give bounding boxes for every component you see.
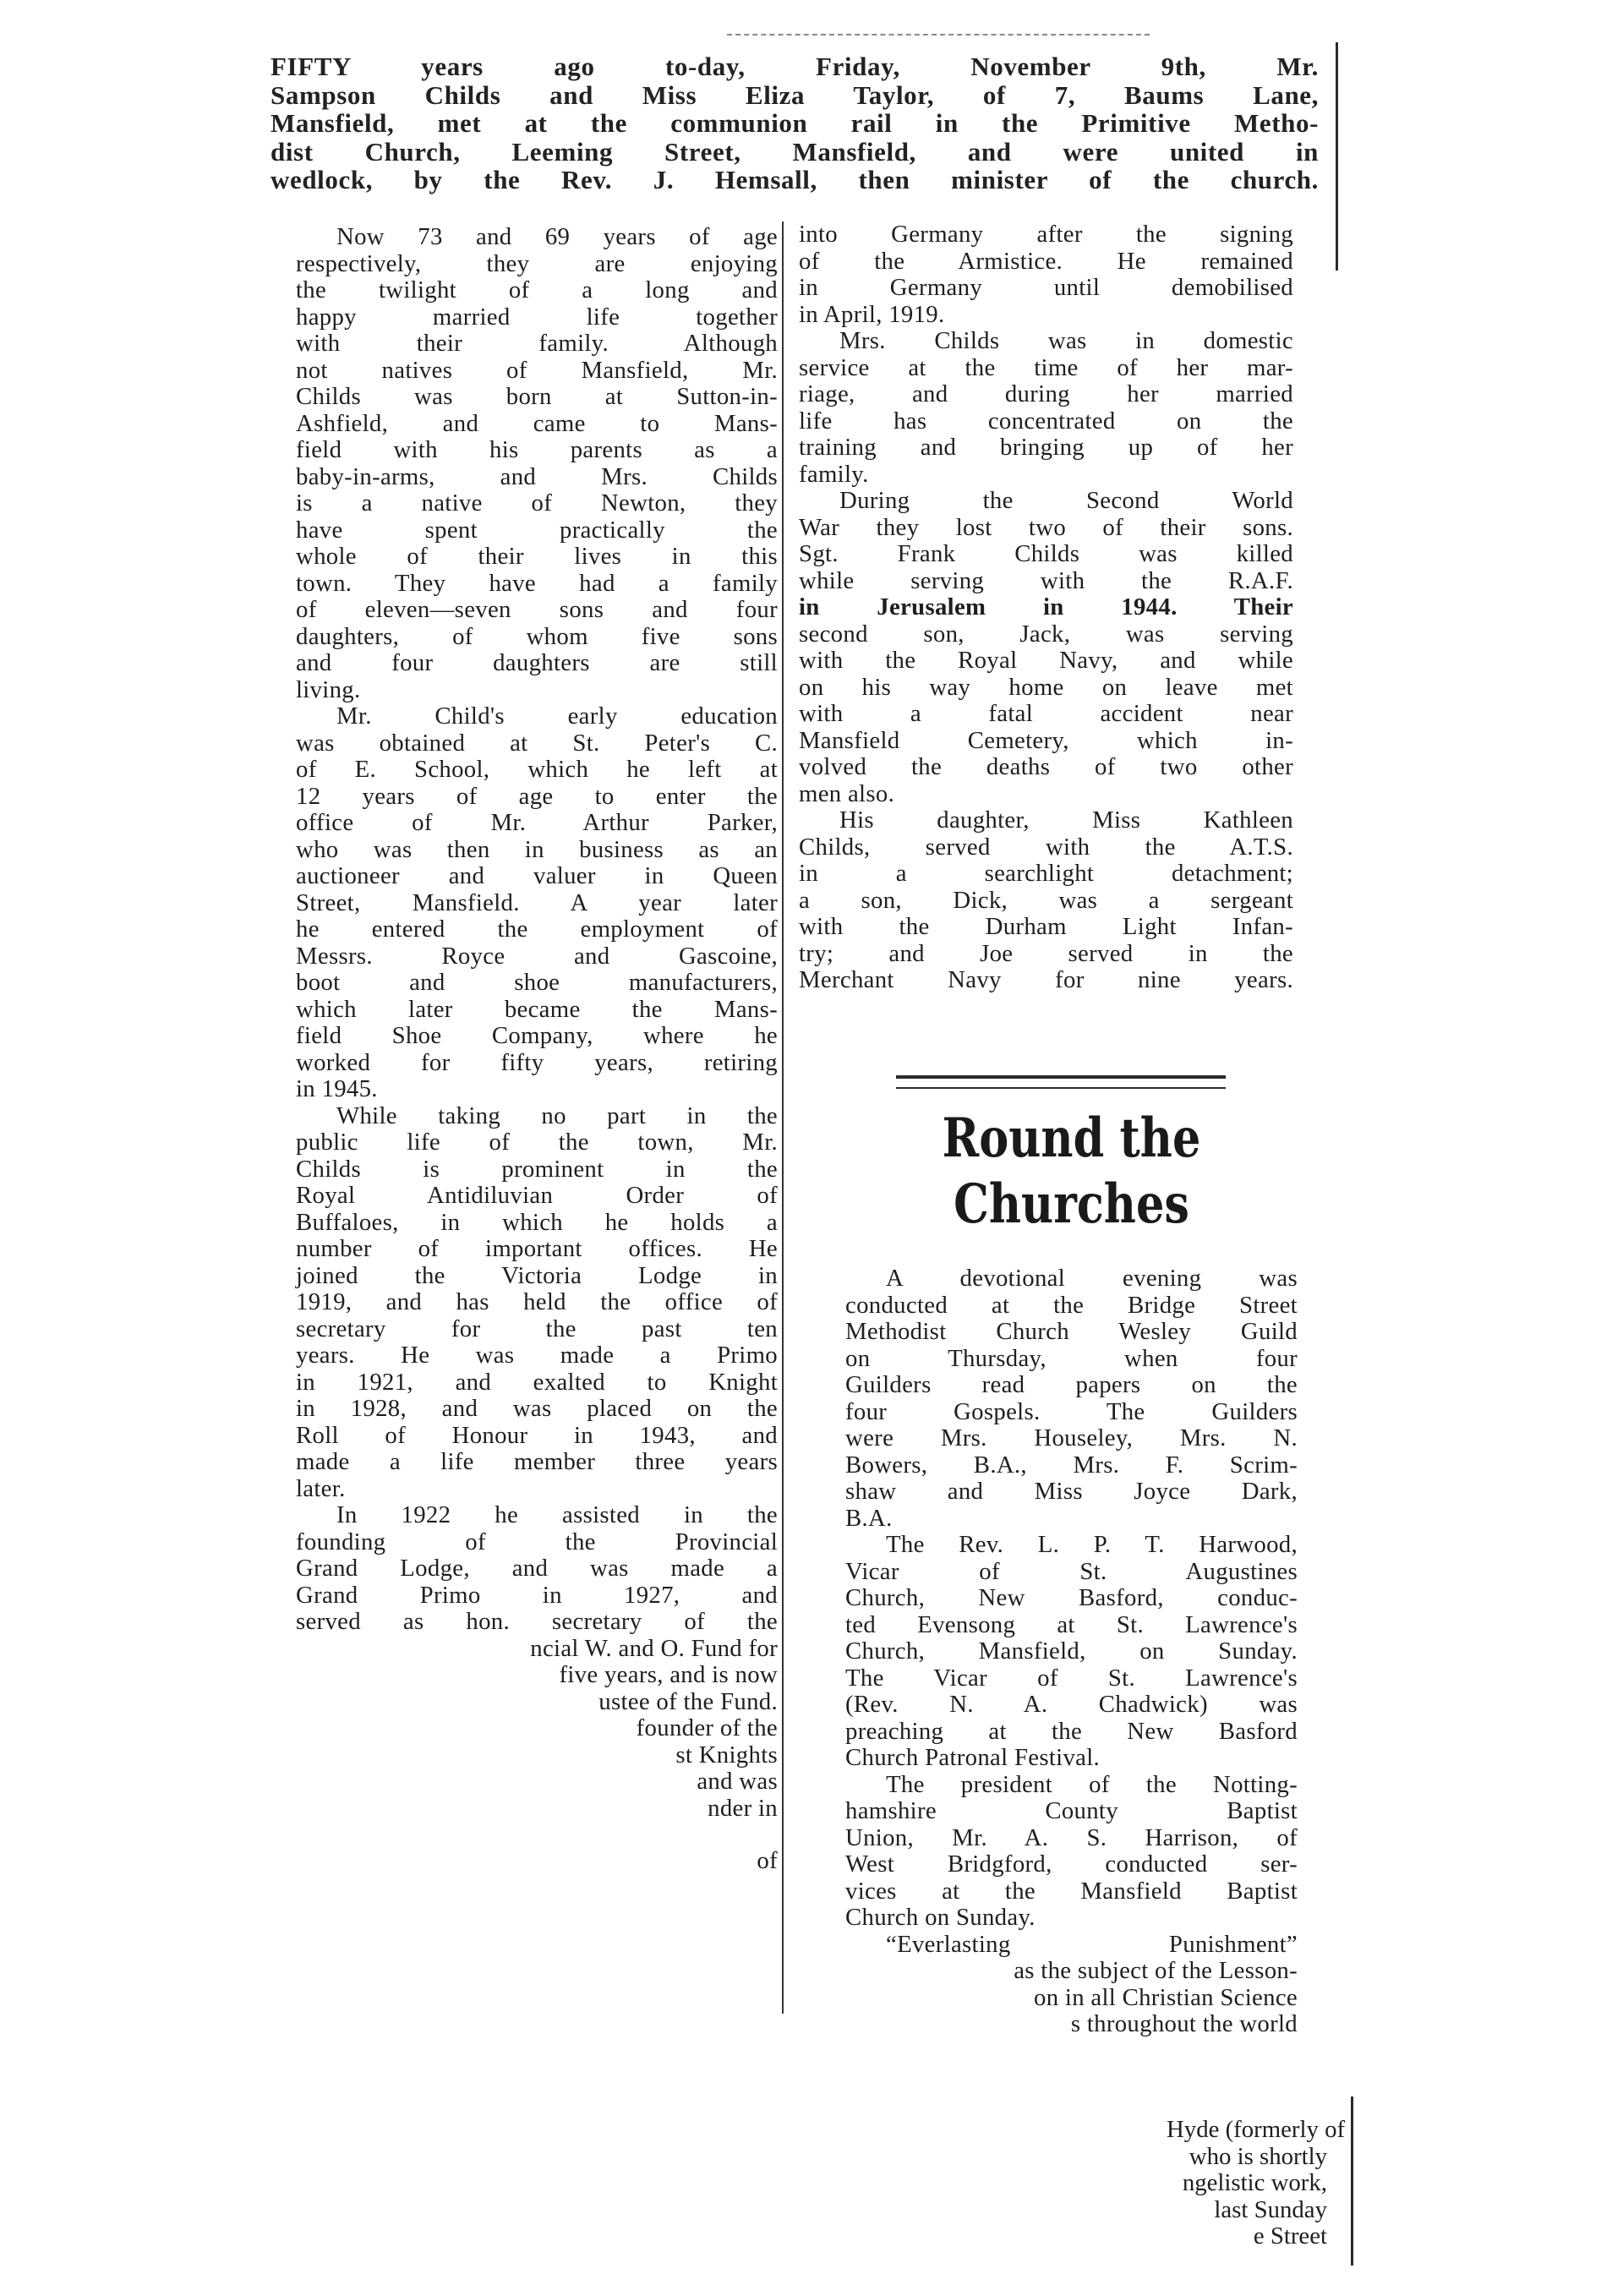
text-line: Mr. Child's early education <box>336 702 778 730</box>
text-line: founder of the <box>636 1714 778 1741</box>
text-line: Ashfield, and came to Mans- <box>296 409 778 437</box>
text-line: in 1921, and exalted to Knight <box>296 1368 778 1396</box>
text-line: Hyde (formerly of <box>1167 2116 1346 2143</box>
text-line: was obtained at St. Peter's C. <box>296 729 778 757</box>
text-line: Church Patronal Festival. <box>845 1744 1101 1771</box>
text-line: on his way home on leave met <box>799 673 1293 701</box>
text-line: family. <box>799 460 869 488</box>
text-line: into Germany after the signing <box>799 221 1293 248</box>
text-line: field with his parents as a <box>296 436 778 463</box>
text-line: Messrs. Royce and Gascoine, <box>296 942 778 970</box>
text-line: In 1922 he assisted in the <box>336 1501 778 1528</box>
text-line: on Thursday, when four <box>845 1344 1298 1372</box>
text-line: shaw and Miss Joyce Dark, <box>845 1478 1298 1505</box>
text-line: try; and Joe served in the <box>799 939 1293 967</box>
article-middle-column <box>799 221 1293 994</box>
text-line: of eleven—seven sons and four <box>296 596 778 623</box>
text-line: of E. School, which he left at <box>296 756 778 783</box>
text-line: town. They have had a family <box>296 569 778 597</box>
text-line: with a fatal accident near <box>799 700 1293 727</box>
text-line: field Shoe Company, where he <box>296 1022 778 1049</box>
text-line: in April, 1919. <box>799 300 945 328</box>
text-line: Childs was born at Sutton-in- <box>296 383 778 410</box>
text-line: West Bridgford, conducted ser- <box>845 1850 1298 1878</box>
text-line: service at the time of her mar- <box>799 353 1293 381</box>
text-line: Now 73 and 69 years of age <box>336 223 778 250</box>
text-line: B.A. <box>845 1504 893 1532</box>
text-line: while serving with the R.A.F. <box>799 566 1293 594</box>
column-rule-right-bottom <box>1351 2096 1353 2266</box>
text-line: served as hon. secretary of the <box>296 1608 778 1635</box>
text-line: Church, Mansfield, on Sunday. <box>845 1637 1298 1665</box>
text-line: Mrs. Childs was in domestic <box>839 327 1293 354</box>
text-line: Street, Mansfield. A year later <box>296 888 778 916</box>
text-line: later. <box>296 1474 346 1502</box>
headline-line: Churches <box>954 1173 1189 1236</box>
text-line: nder in <box>708 1794 778 1822</box>
churches-column <box>845 1266 1298 2038</box>
lead-line: FIFTY years ago to-day, Friday, November 9th, Mr. <box>270 52 1319 81</box>
text-line: conducted at the Bridge Street <box>845 1291 1298 1319</box>
text-line: Church on Sunday. <box>845 1904 1036 1931</box>
text-line: in Germany until demobilised <box>799 274 1293 301</box>
text-line: Bowers, B.A., Mrs. F. Scrim- <box>845 1451 1298 1479</box>
text-line: office of Mr. Arthur Parker, <box>296 809 778 836</box>
text-line: 12 years of age to enter the <box>296 782 778 810</box>
text-line: preaching at the New Basford <box>845 1717 1298 1745</box>
text-line: made a life member three years <box>296 1448 778 1475</box>
text-line: of the Armistice. He remained <box>799 247 1293 275</box>
text-line: who was then in business as an <box>296 835 778 863</box>
text-line: years. He was made a Primo <box>296 1342 778 1369</box>
text-line: and four daughters are still <box>296 649 778 676</box>
text-line: Church, New Basford, conduc- <box>845 1584 1298 1611</box>
text-line: worked for fifty years, retiring <box>296 1048 778 1076</box>
text-line: During the Second World <box>839 487 1293 514</box>
text-line: joined the Victoria Lodge in <box>296 1261 778 1289</box>
text-line: ncial W. and O. Fund for <box>530 1634 778 1662</box>
text-line: founding of the Provincial <box>296 1528 778 1555</box>
text-line: “Everlasting Punishment” <box>886 1930 1298 1958</box>
text-line: in 1945. <box>296 1075 378 1102</box>
torn-top-edge <box>727 34 1150 44</box>
text-line: ted Evensong at St. Lawrence's <box>845 1610 1298 1638</box>
text-line: ngelistic work, <box>1182 2169 1327 2196</box>
text-line: Roll of Honour in 1943, and <box>296 1421 778 1449</box>
text-line: living. <box>296 675 361 703</box>
text-line: have spent practically the <box>296 516 778 544</box>
text-line: vices at the Mansfield Baptist <box>845 1877 1298 1905</box>
text-line: While taking no part in the <box>336 1102 778 1129</box>
text-line: life has concentrated on the <box>799 407 1293 435</box>
text-line: happy married life together <box>296 303 778 331</box>
text-line: respectively, they are enjoying <box>296 249 778 277</box>
text-line: riage, and during her married <box>799 380 1293 407</box>
text-line: second son, Jack, was serving <box>799 620 1293 648</box>
text-line: Buffaloes, in which he holds a <box>296 1208 778 1236</box>
text-line: A devotional evening was <box>886 1265 1298 1292</box>
text-line: st Knights <box>675 1741 778 1768</box>
text-line: e Street <box>1253 2222 1327 2250</box>
text-line: the twilight of a long and <box>296 276 778 303</box>
text-line: public life of the town, Mr. <box>296 1129 778 1156</box>
churches-tail-fragment <box>1167 2116 1346 2250</box>
text-line: daughters, of whom five sons <box>296 622 778 650</box>
text-line: Childs is prominent in the <box>296 1155 778 1183</box>
text-line: baby-in-arms, and Mrs. Childs <box>296 462 778 490</box>
text-line: last Sunday <box>1214 2195 1327 2223</box>
text-line: 1919, and has held the office of <box>296 1288 778 1315</box>
text-line: s throughout the world <box>1070 2010 1298 2037</box>
text-line: Sgt. Frank Childs was killed <box>799 540 1293 567</box>
text-line: His daughter, Miss Kathleen <box>839 806 1293 834</box>
text-line: number of important offices. He <box>296 1235 778 1262</box>
headline-line: Round the <box>942 1107 1201 1170</box>
newspaper-clipping <box>254 34 1378 2266</box>
text-line: ustee of the Fund. <box>598 1687 778 1715</box>
text-line: with their family. Although <box>296 330 778 357</box>
lead-line: wedlock, by the Rev. J. Hemsall, then minister of the church. <box>270 165 1319 194</box>
text-line: a son, Dick, was a sergeant <box>799 886 1293 914</box>
text-line: he entered the employment of <box>296 916 778 943</box>
round-the-churches-headline <box>886 1106 1257 1238</box>
text-line: auctioneer and valuer in Queen <box>296 862 778 889</box>
text-line: Childs, served with the A.T.S. <box>799 833 1293 861</box>
text-line: The Rev. L. P. T. Harwood, <box>886 1531 1298 1558</box>
text-line: volved the deaths of two other <box>799 753 1293 780</box>
article-left-column <box>296 224 778 1875</box>
text-line: whole of their lives in this <box>296 543 778 570</box>
lead-line: Sampson Childs and Miss Eliza Taylor, of 7, Baums Lane, <box>270 79 1319 110</box>
lead-line: dist Church, Leeming Street, Mansfield, and were united in <box>270 136 1319 167</box>
column-rule-center <box>782 221 784 2014</box>
section-divider <box>896 1075 1226 1089</box>
text-line: with the Durham Light Infan- <box>799 913 1293 940</box>
text-line: four Gospels. The Guilders <box>845 1397 1298 1425</box>
text-line: Grand Primo in 1927, and <box>296 1581 778 1609</box>
text-line: Mansfield Cemetery, which in- <box>799 726 1293 754</box>
text-line: War they lost two of their sons. <box>799 513 1293 541</box>
text-line: Guilders read papers on the <box>845 1371 1298 1398</box>
text-line: Vicar of St. Augustines <box>845 1557 1298 1585</box>
text-line: in a searchlight detachment; <box>799 860 1293 887</box>
text-line: is a native of Newton, they <box>296 489 778 517</box>
text-line: were Mrs. Houseley, Mrs. N. <box>845 1424 1298 1451</box>
text-line: Grand Lodge, and was made a <box>296 1555 778 1582</box>
text-line: Union, Mr. A. S. Harrison, of <box>845 1823 1298 1851</box>
text-line: as the subject of the Lesson- <box>1014 1957 1298 1984</box>
text-line: on in all Christian Science <box>1034 1983 1298 2011</box>
text-line: not natives of Mansfield, Mr. <box>296 356 778 384</box>
text-line: boot and shoe manufacturers, <box>296 969 778 996</box>
text-line: The president of the Notting- <box>886 1770 1298 1798</box>
text-line: in Jerusalem in 1944. Their <box>799 593 1293 620</box>
text-line: and was <box>697 1768 778 1795</box>
text-line: men also. <box>799 779 895 807</box>
lead-line: Mansfield, met at the communion rail in the Primitive Metho- <box>270 108 1319 138</box>
text-line: Methodist Church Wesley Guild <box>845 1318 1298 1345</box>
text-line: training and bringing up of her <box>799 434 1293 461</box>
column-rule-right-top <box>1336 42 1338 271</box>
text-line: five years, and is now <box>559 1661 778 1688</box>
text-line: Merchant Navy for nine years. <box>799 966 1293 993</box>
article-lead-paragraph <box>270 52 1319 194</box>
text-line: hamshire County Baptist <box>845 1797 1298 1824</box>
text-line: which later became the Mans- <box>296 995 778 1023</box>
text-line: The Vicar of St. Lawrence's <box>845 1664 1298 1692</box>
text-line: secretary for the past ten <box>296 1315 778 1342</box>
text-line: who is shortly <box>1189 2142 1327 2170</box>
text-line: (Rev. N. A. Chadwick) was <box>845 1691 1298 1718</box>
text-line: of <box>757 1847 778 1874</box>
text-line: Royal Antidiluvian Order of <box>296 1182 778 1209</box>
text-line: in 1928, and was placed on the <box>296 1395 778 1422</box>
text-line: with the Royal Navy, and while <box>799 647 1293 674</box>
